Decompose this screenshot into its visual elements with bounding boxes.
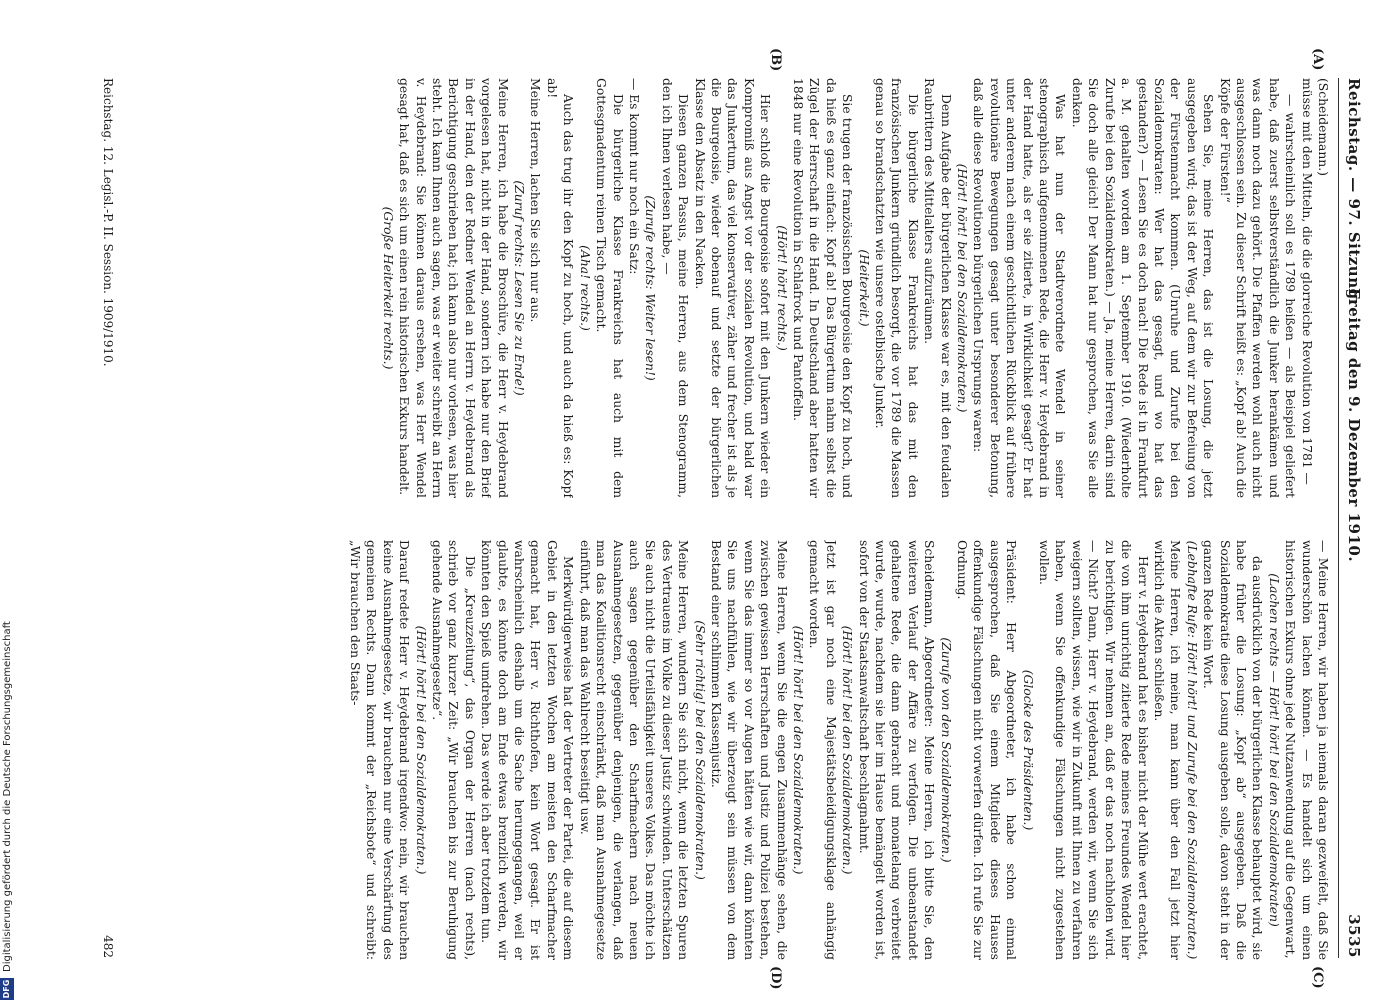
paragraph: Meine Herren, ich habe die Broschüre, die Herr v. Heydebrand vorgelesen hat, nicht in der Hand, sondern ich habe nur den Brief in der Hand, den der Redner Wendel an Herrn v. Heydebrand als Berichtigung geschrieben hat; ich kann also nur vorlesen, was hier steht. Ich kann Ihnen auch sagen, was er weiter schreibt an Herrn v. Heydebrand: Sie können daraus ersehen, was Herr Wendel gesagt hat, daß es sich um einen rein historischen Exkurs handelt. [397,78,510,498]
page-footer [95,78,115,958]
right-column [121,540,1331,960]
header-date: Freitag den 9. Dezember 1910. [1345,288,1363,563]
paragraph: Präsident: Herr Abgeordneter, ich habe schon einmal ausgesprochen, daß Sie einem Mitgliede dieses Hauses offenkundige Fälschungen nicht vorwerfen dürfen. Ich rufe Sie zur Ordnung. [955,540,1019,960]
paragraph: Die „Kreuzzeitung“, das Organ der Herren (nach rechts), schrieb vor ganz kurzer Zeit: „Wir brauchen bis zur Beruhigung gehende Ausnahmegesetze“. [430,540,477,960]
paragraph: Denn Aufgabe der bürgerlichen Klasse war es, mit den feudalen Raubrittern des Mittelalters aufzuräumen. [922,78,953,498]
paragraph: (Zuruf rechts: Lesen Sie zu Ende!) [512,180,527,396]
paragraph: Meine Herren, ich meine, man kann über den Fall jetzt hier wirklich die Akten schließen. [1151,540,1183,960]
paragraph: Scheidemann, Abgeordneter: Meine Herren, ich bitte Sie, den weiteren Verlauf der Affäre zu verfolgen. Die unbeanstandet gehaltene Rede, die dann gebracht und monatelang verbreitet wurde, wurde, nachdem sie hier im Hause bemängelt worden ist, sofort von der Staatsanwaltschaft beschlagnahmt. [856,540,937,960]
paragraph: (Aha! rechts.) [577,245,592,331]
paragraph: (Zurufe von den Sozialdemokraten.) [938,637,953,863]
margin-marker-c: (C) [1310,966,1325,989]
left-column [121,78,1331,498]
paragraph: (Zurufe rechts: Weiter lesen!) [643,195,658,381]
dfg-logo: DFG [0,978,14,1000]
paragraph: Die bürgerliche Klasse Frankreichs hat das mit den französischen Junkern gründlich besorgt, die vor 1789 die Massen genau so brandschatzten wie unsere ostelbische Junker. [873,78,920,498]
credit-text: Digitalisierung gefördert durch die Deutsche Forschungsgemeinschaft [2,621,13,972]
paragraph: (Hört! hört! bei den Sozialdemokraten.) [791,625,805,875]
paragraph: Darauf redete Herr v. Heydebrand irgendwo: nein, wir brauchen keine Ausnahmegesetze, wir brauchen nur eine Verschärfung des gemeinen Rechts. Dann kommt der „Reichsbote“ und schreibt: „Wir brauchen den Staats- [348,540,412,960]
paragraph: (Hört! hört! rechts.) [774,225,789,351]
paragraph: (Lebhafte Rufe: Hört! hört! und Zurufe bei den Sozialdemokraten.) [1184,540,1199,960]
margin-marker-b: (B) [768,48,783,72]
paragraph: müsse mit den Mitteln, die die glorreiche Revolution von 1781 — [1299,78,1314,485]
paragraph: (Sehr richtig! bei den Sozialdemokraten.) [692,620,707,880]
paragraph: (Lachen rechts — Hört! hört! bei den Sozialdemokraten) [1266,573,1281,927]
margin-marker-d: (D) [768,966,783,990]
paragraph: da ausdrücklich von der bürgerlichen Klasse behauptet wird, sie habe früher die Losung: „Kopf ab“ ausgegeben. Daß die Sozialdemokratie diese Losung ausgeben solle, davon steht in der ganzen Rede kein Wort. [1201,540,1265,960]
paragraph: (Scheidemann.) [1316,78,1330,176]
paragraph: Diesen ganzen Passus, meine Herren, aus dem Stenogramm, den ich Ihnen verlesen habe, — [659,78,691,498]
paragraph: Was hat nun der Stadtverordnete Wendel in seiner stenographisch aufgenommenen Rede, die Herr v. Heydebrand in der Hand hatte, als er sie zitierte, in Wirklichkeit gesagt? Er hat unter anderem nach einem geschichtlichen Rückblick auf frühere revolutionäre Bewegungen gesagt unter besonderer Betonung, daß alle diese Revolutionen bürgerlichen Ursprungs waren: [971,78,1068,498]
margin-marker-a: (A) [1310,48,1325,71]
paragraph: (Hört! hört! bei den Sozialdemokraten.) [840,625,855,875]
paragraph: Auch das trug ihr den Kopf zu hoch, und auch da hieß es: Kopf ab! [544,78,576,498]
paragraph: (Heiterkeit.) [856,249,871,327]
paragraph: — Meine Herren, wir haben ja niemals daran gezweifelt, daß Sie wunderschön lachen können. — Es handelt sich um einen historischen Exkurs ohne jede Nutzanwendung auf die Gegenwart, [1283,540,1330,960]
paragraph: (Hört! hört! bei den Sozialdemokraten.) [413,625,428,875]
paragraph: Hier schloß die Bourgeoisie sofort mit den Junkern wieder ein Kompromiß aus Angst vor der sozialen Revolution, und bald war das Junkertum, das viel konservativer, zäher und frecher ist als je die Bourgeoisie, wieder obenauf und setzte der bürgerlichen Klasse den Absatz in den Nacken. [692,78,773,498]
paragraph: Die bürgerliche Klasse Frankreichs hat auch mit dem Gottesgnadentum reinen Tisch gemacht. [594,78,625,498]
footer-legislature: Reichstag. 12. Legisl.-P. II. Session. 1909/1910. [101,78,115,367]
paragraph: Meine Herren, wundern Sie sich nicht, wenn die letzten Spuren des Vertrauens im Volke zu dieser Justiz schwinden. Unterschätzen Sie auch nicht die Urteilsfähigkeit unseres Volkes. Das möchte ich auch sagen gegenüber den Scharfmachern nach neuen Ausnahmegesetzen, gegenüber denjenigen, die verlangen, daß man das Koalitionsrecht einschränkt, daß man Ausnahmegesetze einführt, daß man das Wahlrecht beseitigt usw. [577,540,691,960]
page-number: 3535 [1345,914,1363,958]
digitization-credit [0,0,16,1000]
paragraph: Meine Herren, lachen Sie sich nur aus. [528,78,543,323]
paragraph: — wahrscheinlich soll es 1789 heißen — als Beispiel geliefert habe, daß zuerst selbstverständlich die Junker herankämen und was dann noch dazu gehört. Die Pfaffen werden wohl auch nicht ausgeschlossen sein. Zu dieser Schrift heißt es: „Kopf ab! Auch die Köpfe der Fürsten!“ [1217,78,1298,498]
page-header [1341,78,1363,958]
paragraph: Jetzt ist gar noch eine Majestätsbeleidigungsklage anhängig gemacht worden. [807,540,838,960]
paragraph: Merkwürdigerweise hat der Vertreter der Partei, die auf diesem Gebiet in den letzten Wochen am meisten den Scharfmacher gemacht hat, Herr v. Richthofen, kein Wort gesagt. Er ist wahrscheinlich deshalb um die Sache herumgegangen, weil er glaubte, es könnte doch am Ende etwas brenzlich werden, wir könnten den Spieß umdrehen. Das werde ich aber trotzdem tun. [479,540,576,960]
paragraph: Sehen Sie, meine Herren, das ist die Losung, die jetzt ausgegeben wird; das ist der Weg, auf dem wir zur Befreiung von der Fürstenmacht kommen. (Unruhe und Zurufe bei den Sozialdemokraten: Wer hat das gesagt, und wo hat das gestanden?) — Lesen Sie es doch nach! Die Rede ist in Frankfurt a. M. gehalten worden am 1. September 1910. (Wiederholte Zurufe bei den Sozialdemokraten.) — Ja, meine Herren, darin sind Sie doch alle gleich! Der Mann hat nur gesprochen, was Sie alle denken. [1069,78,1216,498]
paragraph: Meine Herren, wenn Sie die engen Zusammenhänge sehen, die zwischen gewissen Herrschaften und Justiz und Polizei bestehen, wenn Sie das immer so vor Augen hätten wie wir, dann könnten Sie uns nachfühlen, wie wir überzeugt sein müssen von dem Bestand einer schlimmen Klassenjustiz. [708,540,789,960]
paragraph: Sie trugen der französischen Bourgeoisie den Kopf zu hoch, und da hieß es ganz einfach: Kopf ab! Das Bürgertum nahm selbst die Zügel der Herrschaft in die Hand. In Deutschland aber hatten wir 1848 nur eine Revolution in Schlafrock und Pantoffeln. [791,78,855,498]
paragraph: — Es kommt nur noch ein Satz: [626,78,641,275]
header-rule [1338,78,1339,958]
paragraph: (Hört! hört! bei den Sozialdemokraten.) [955,163,970,413]
footer-sheet-number: 482 [101,935,115,958]
paragraph: (Glocke des Präsidenten.) [1020,669,1035,831]
header-session: Reichstag. — 97. Sitzung. [1345,78,1363,306]
paragraph: Herr v. Heydebrand hat es bisher nicht der Mühe wert erachtet, die von ihm unrichtig zitierte Rede meines Freundes Wendel hier zu berichtigen. Wir nehmen an, daß er das noch nachholen wird. — Nicht? Dann, Herr v. Heydebrand, werden wir, wenn Sie sich weigern sollten, wissen, wie wir in Zukunft mit Ihnen zu verfahren haben, wenn Sie offenkundige Fälschungen nicht zugestehen wollen. [1037,540,1150,960]
paragraph: (Große Heiterkeit rechts.) [380,206,395,370]
